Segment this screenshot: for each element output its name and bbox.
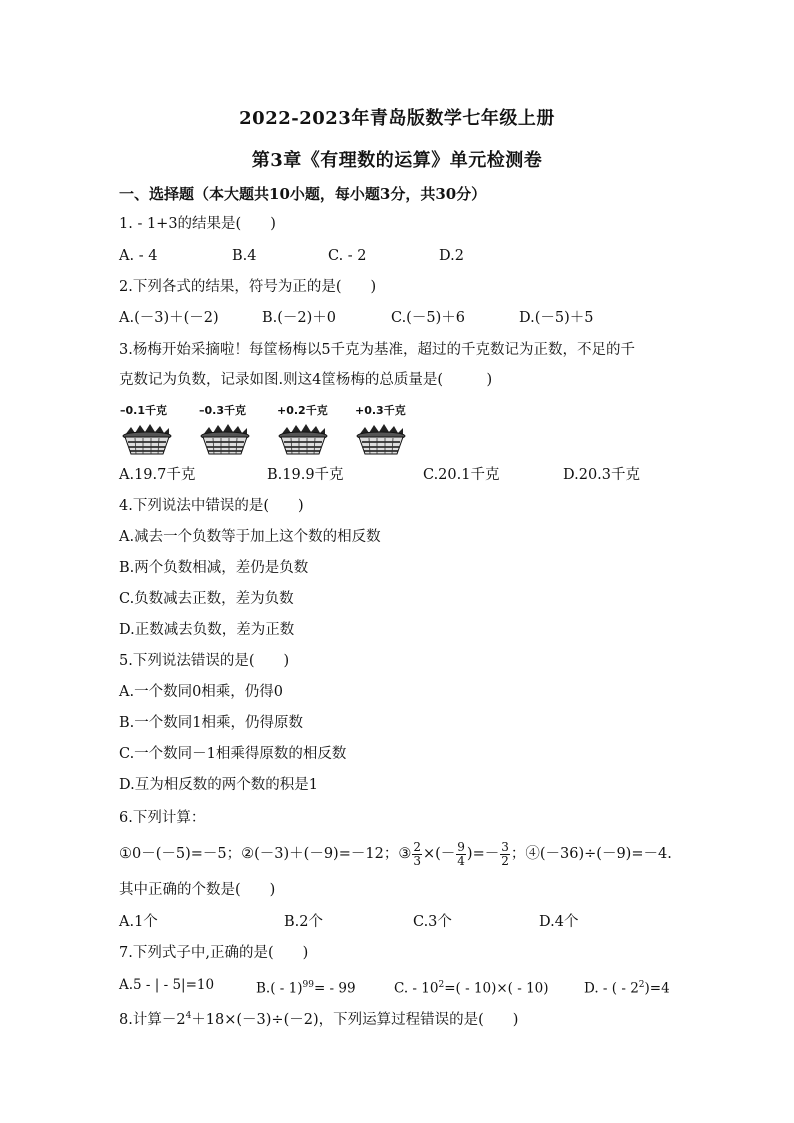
q1-stem: 1. - 1+3的结果是( ) <box>119 216 276 232</box>
q6-expr-part1: ①0－(－5)=－5；②(－3)＋(－9)=－12；③ <box>119 846 412 862</box>
fraction-2-3: $\frac{2}{3}$ <box>413 839 421 868</box>
q5-stem: 5.下列说法错误的是( ) <box>119 653 290 669</box>
basket-label-4: +0.3千克 <box>355 404 406 417</box>
q4-option-c: C.负数减去正数，差为负数 <box>119 591 294 607</box>
q3-option-d: D.20.3千克 <box>563 467 641 483</box>
q7-option-c: C. - $10^2=( - 10)\times( - 10)$ <box>394 980 549 997</box>
q6-expr-part3: )=－ <box>466 846 500 862</box>
exam-subtitle: 第3章《有理数的运算》单元检测卷 <box>251 150 543 171</box>
q4-stem: 4.下列说法中错误的是( ) <box>119 498 304 514</box>
q6-expr-part4: ；④(－36)÷(－9)=－4. <box>510 846 672 862</box>
basket-icon <box>121 416 173 464</box>
q7-stem: 7.下列式子中,正确的是( ) <box>119 945 309 961</box>
q2-option-c: C.(－5)＋6 <box>391 310 465 326</box>
q5-option-c: C.一个数同－1相乘得原数的相反数 <box>119 746 347 762</box>
q6-expressions <box>119 836 672 872</box>
basket-label-3: +0.2千克 <box>277 404 328 417</box>
q6-option-a: A.1个 <box>119 914 158 930</box>
q1-option-d: D.2 <box>439 248 464 264</box>
q5-option-a: A.一个数同0相乘，仍得0 <box>119 684 284 700</box>
q3-option-b: B.19.9千克 <box>267 467 344 483</box>
q6-option-c: C.3个 <box>413 914 452 930</box>
q7-option-b: B.( - 1)$^{99}$= - 99 <box>256 980 356 997</box>
q3-stem-line1: 3.杨梅开始采摘啦！每筐杨梅以5千克为基准，超过的千克数记为正数，不足的千 <box>119 342 636 358</box>
basket-icon <box>199 416 251 464</box>
q2-stem: 2.下列各式的结果，符号为正的是( ) <box>119 279 377 295</box>
q1-option-b: B.4 <box>232 248 257 264</box>
q4-option-d: D.正数减去负数，差为正数 <box>119 622 295 638</box>
basket-icon <box>277 416 329 464</box>
q8-stem: 8.计算$-2^4+18\times(-3)\div(-2)$，下列运算过程错误的是( ) <box>119 1011 519 1028</box>
q4-option-a: A.减去一个负数等于加上这个数的相反数 <box>119 529 381 545</box>
q5-option-b: B.一个数同1相乘，仍得原数 <box>119 715 303 731</box>
fraction-3-2: $\frac{3}{2}$ <box>501 839 509 868</box>
q6-option-d: D.4个 <box>539 914 579 930</box>
q7-option-a: A.5 - | - 5|=10 <box>119 977 215 993</box>
q6-stem: 6.下列计算： <box>119 810 206 826</box>
basket-icon <box>355 416 407 464</box>
q5-option-d: D.互为相反数的两个数的积是1 <box>119 777 318 793</box>
q2-option-a: A.(－3)＋(－2) <box>119 310 219 326</box>
q4-option-b: B.两个负数相减，差仍是负数 <box>119 560 309 576</box>
q6-stem-2: 其中正确的个数是( ) <box>119 882 276 898</box>
q3-option-a: A.19.7千克 <box>119 467 196 483</box>
fraction-9-4: $\frac{9}{4}$ <box>457 839 465 868</box>
basket-label-1: –0.1千克 <box>120 404 167 417</box>
q2-option-b: B.(－2)＋0 <box>262 310 337 326</box>
basket-label-2: –0.3千克 <box>199 404 246 417</box>
q3-option-c: C.20.1千克 <box>423 467 500 483</box>
section-heading: 一、选择题（本大题共10小题，每小题3分，共30分） <box>119 185 487 203</box>
q6-option-b: B.2个 <box>284 914 323 930</box>
exam-title: 2022-2023年青岛版数学七年级上册 <box>239 108 555 129</box>
q7-option-d: D. - ( - $2^2)=4$ <box>584 980 670 997</box>
q2-option-d: D.(－5)＋5 <box>519 310 594 326</box>
q1-option-a: A. - 4 <box>119 248 158 264</box>
q3-stem-line2: 克数记为负数，记录如图.则这4筐杨梅的总质量是( ) <box>119 372 493 388</box>
q6-expr-part2: ×(－ <box>422 846 456 862</box>
q1-option-c: C. - 2 <box>328 248 367 264</box>
